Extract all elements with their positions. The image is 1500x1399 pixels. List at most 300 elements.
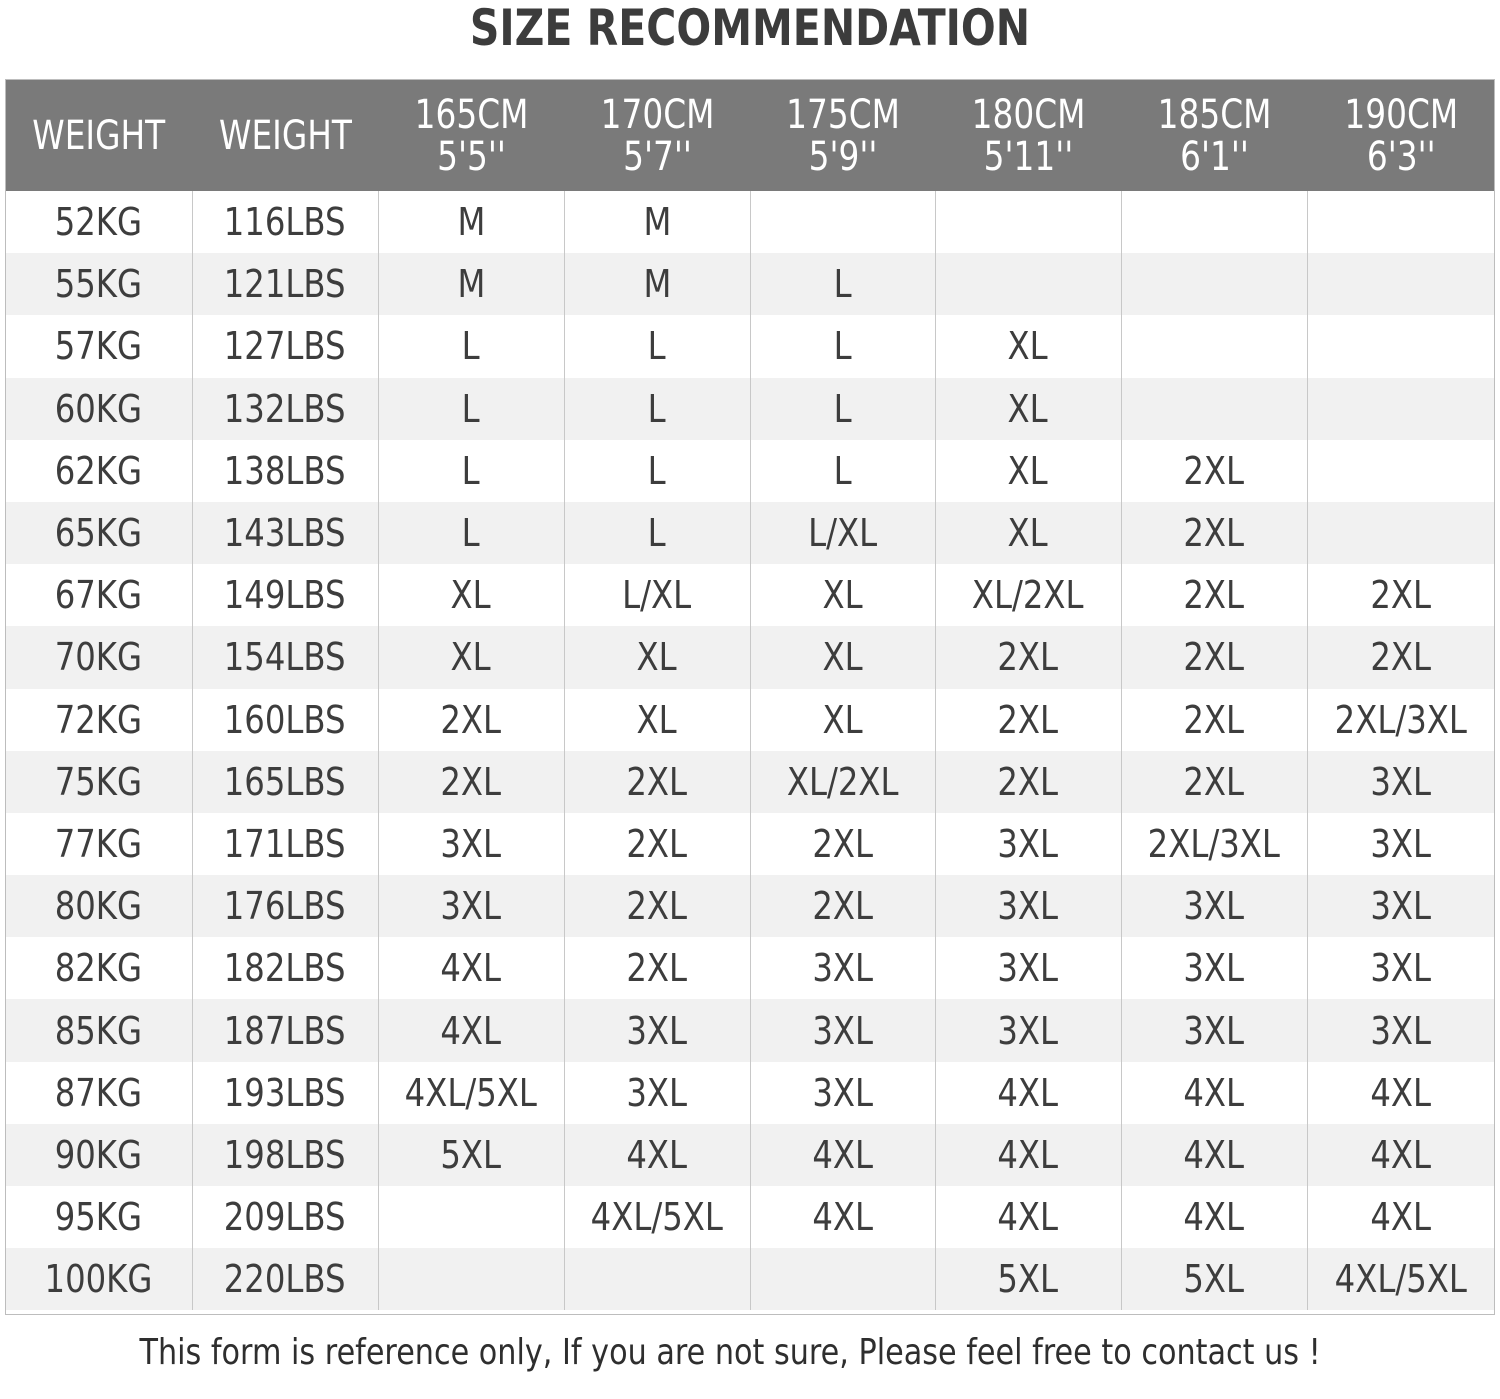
size-cell-text: 3XL <box>440 821 502 866</box>
size-cell <box>1121 1062 1307 1124</box>
size-cell <box>564 689 750 751</box>
size-cell <box>1307 1062 1494 1124</box>
size-cell-text: XL <box>636 697 678 742</box>
size-cell <box>1121 253 1307 315</box>
weight-lbs-cell-text: 176LBS <box>224 884 346 929</box>
weight-lbs-cell <box>192 315 378 377</box>
weight-lbs-cell-text: 193LBS <box>224 1070 346 1115</box>
size-cell <box>1121 813 1307 875</box>
size-cell <box>750 378 935 440</box>
size-cell <box>750 315 935 377</box>
size-cell-text: 3XL <box>1370 884 1432 929</box>
header-height-175: 175CM 5'9'' <box>750 80 935 191</box>
size-cell-text: 3XL <box>1370 821 1432 866</box>
size-cell <box>935 1124 1121 1186</box>
size-cell-text: 2XL <box>1183 573 1245 618</box>
size-cell-text: L <box>647 511 666 556</box>
weight-kg-cell <box>6 1186 192 1248</box>
weight-kg-cell-text: 75KG <box>55 759 143 804</box>
weight-kg-cell-text: 77KG <box>55 821 143 866</box>
size-cell-text: 3XL <box>997 884 1059 929</box>
header-height-185: 185CM 6'1'' <box>1121 80 1307 191</box>
size-cell <box>935 937 1121 999</box>
size-cell-text: 5XL <box>997 1257 1059 1302</box>
size-cell <box>750 689 935 751</box>
size-cell <box>378 1248 564 1310</box>
weight-lbs-cell <box>192 875 378 937</box>
size-cell-text: L <box>833 324 852 369</box>
weight-kg-cell <box>6 440 192 502</box>
size-cell-text: 2XL <box>1183 635 1245 680</box>
weight-kg-cell-text: 67KG <box>55 573 143 618</box>
size-cell <box>564 1248 750 1310</box>
size-cell-text: L <box>833 386 852 431</box>
size-cell-text: 2XL <box>626 884 688 929</box>
weight-kg-cell-text: 80KG <box>55 884 143 929</box>
size-cell <box>935 315 1121 377</box>
size-cell-text: M <box>643 200 671 245</box>
size-cell-text: XL <box>636 635 678 680</box>
size-cell-text: 2XL <box>1183 448 1245 493</box>
weight-lbs-cell-text: 171LBS <box>224 821 346 866</box>
weight-lbs-cell <box>192 440 378 502</box>
size-cell <box>750 626 935 688</box>
size-cell <box>750 191 935 253</box>
size-cell <box>378 315 564 377</box>
size-cell-text: 3XL <box>1370 759 1432 804</box>
size-cell <box>935 751 1121 813</box>
size-cell-text: 3XL <box>1370 1008 1432 1053</box>
table-row <box>6 378 1494 440</box>
size-cell-text: 2XL <box>626 759 688 804</box>
weight-kg-cell <box>6 875 192 937</box>
size-cell <box>378 937 564 999</box>
size-cell <box>1121 378 1307 440</box>
size-cell-text: L <box>461 448 480 493</box>
size-cell <box>935 626 1121 688</box>
weight-kg-cell <box>6 689 192 751</box>
weight-kg-cell-text: 70KG <box>55 635 143 680</box>
header-weight-lbs: WEIGHT <box>192 80 378 191</box>
size-cell-text: 4XL <box>997 1132 1059 1177</box>
weight-kg-cell-text: 87KG <box>55 1070 143 1115</box>
size-cell-text: 4XL <box>440 1008 502 1053</box>
size-cell <box>378 1062 564 1124</box>
weight-lbs-cell-text: 116LBS <box>224 200 346 245</box>
size-cell-text: 3XL <box>997 1008 1059 1053</box>
size-cell-text: 4XL <box>1183 1070 1245 1115</box>
size-cell <box>564 1062 750 1124</box>
size-cell <box>1121 1124 1307 1186</box>
size-cell-text: L <box>461 324 480 369</box>
size-cell <box>378 813 564 875</box>
size-cell <box>750 564 935 626</box>
size-cell-text: 3XL <box>812 946 873 991</box>
size-cell <box>564 626 750 688</box>
size-cell-text: L <box>833 448 852 493</box>
size-cell-text: 5XL <box>1183 1257 1245 1302</box>
size-cell-text: L <box>647 324 666 369</box>
size-cell <box>1121 689 1307 751</box>
size-cell <box>750 999 935 1061</box>
table-row <box>6 999 1494 1061</box>
weight-kg-cell-text: 95KG <box>55 1195 143 1240</box>
size-cell <box>378 440 564 502</box>
weight-lbs-cell-text: 121LBS <box>224 262 346 307</box>
size-cell <box>935 253 1121 315</box>
header-height-190: 190CM 6'3'' <box>1307 80 1494 191</box>
size-cell <box>935 1062 1121 1124</box>
weight-lbs-cell <box>192 937 378 999</box>
size-cell-text: 3XL <box>626 1008 688 1053</box>
size-cell <box>1307 440 1494 502</box>
header-row <box>6 80 1494 191</box>
size-cell-text: 2XL <box>997 759 1059 804</box>
size-cell <box>1307 751 1494 813</box>
weight-kg-cell <box>6 937 192 999</box>
weight-kg-cell-text: 57KG <box>55 324 143 369</box>
size-cell-text: 2XL <box>1370 573 1432 618</box>
weight-lbs-cell <box>192 564 378 626</box>
weight-lbs-cell-text: 198LBS <box>224 1132 346 1177</box>
size-cell-text: XL <box>1007 386 1049 431</box>
size-cell <box>564 378 750 440</box>
size-cell-text: 4XL/5XL <box>404 1070 538 1115</box>
weight-kg-cell-text: 72KG <box>55 697 143 742</box>
size-cell <box>564 937 750 999</box>
weight-lbs-cell <box>192 502 378 564</box>
size-cell <box>1307 253 1494 315</box>
weight-lbs-cell <box>192 999 378 1061</box>
size-cell <box>1307 1186 1494 1248</box>
table-row <box>6 1248 1494 1310</box>
size-cell-text: L <box>461 386 480 431</box>
size-cell <box>1121 502 1307 564</box>
size-cell <box>1121 875 1307 937</box>
size-cell <box>564 564 750 626</box>
size-cell-text: XL <box>1007 511 1049 556</box>
size-table <box>6 80 1494 1310</box>
size-cell <box>564 191 750 253</box>
weight-kg-cell-text: 65KG <box>55 511 143 556</box>
size-cell-text: 2XL/3XL <box>1334 697 1467 742</box>
size-cell-text: 4XL <box>626 1132 688 1177</box>
size-cell <box>750 502 935 564</box>
size-cell-text: 2XL <box>440 697 502 742</box>
size-cell <box>1307 937 1494 999</box>
weight-kg-cell <box>6 1062 192 1124</box>
weight-lbs-cell <box>192 689 378 751</box>
size-cell <box>750 1248 935 1310</box>
size-cell <box>1307 813 1494 875</box>
size-cell <box>750 1124 935 1186</box>
weight-lbs-cell-text: 132LBS <box>224 386 346 431</box>
size-cell <box>935 1186 1121 1248</box>
size-cell-text: 2XL <box>812 884 873 929</box>
weight-lbs-cell-text: 138LBS <box>224 448 346 493</box>
size-cell <box>750 1062 935 1124</box>
size-cell <box>750 440 935 502</box>
header-height-180: 180CM 5'11'' <box>935 80 1121 191</box>
table-row <box>6 315 1494 377</box>
size-cell <box>1121 1186 1307 1248</box>
weight-kg-cell <box>6 1248 192 1310</box>
size-cell <box>1121 191 1307 253</box>
size-cell <box>378 751 564 813</box>
weight-lbs-cell <box>192 253 378 315</box>
size-cell-text: L <box>647 386 666 431</box>
size-cell-text: 3XL <box>997 946 1059 991</box>
weight-kg-cell <box>6 502 192 564</box>
size-cell-text: M <box>643 262 671 307</box>
size-cell-text: 3XL <box>1183 1008 1245 1053</box>
size-cell <box>935 813 1121 875</box>
size-cell <box>1121 440 1307 502</box>
size-cell-text: XL <box>450 635 492 680</box>
size-cell <box>564 253 750 315</box>
size-cell-text: 4XL <box>1183 1132 1245 1177</box>
size-cell <box>935 689 1121 751</box>
size-cell-text: 4XL <box>1183 1195 1245 1240</box>
size-cell-text: XL <box>822 635 863 680</box>
size-cell-text: 3XL <box>1183 884 1245 929</box>
weight-lbs-cell <box>192 626 378 688</box>
size-cell-text: L/XL <box>807 511 878 556</box>
table-header <box>6 80 1494 191</box>
size-cell-text: XL <box>822 697 863 742</box>
size-cell-text: XL <box>450 573 492 618</box>
size-cell-text: 3XL <box>812 1008 873 1053</box>
size-cell-text: 4XL/5XL <box>590 1195 724 1240</box>
weight-lbs-cell <box>192 751 378 813</box>
weight-lbs-cell-text: 187LBS <box>224 1008 346 1053</box>
size-cell <box>1307 315 1494 377</box>
weight-kg-cell-text: 82KG <box>55 946 143 991</box>
size-cell-text: 2XL <box>1370 635 1432 680</box>
table-row <box>6 440 1494 502</box>
size-cell <box>378 999 564 1061</box>
size-cell-text: 3XL <box>997 821 1059 866</box>
table-row <box>6 937 1494 999</box>
size-cell-text: 4XL <box>812 1195 873 1240</box>
weight-kg-cell-text: 85KG <box>55 1008 143 1053</box>
weight-kg-cell-text: 55KG <box>55 262 143 307</box>
size-cell <box>378 1124 564 1186</box>
size-cell <box>378 191 564 253</box>
reference-note-text: This form is reference only, If you are not sure, Please feel free to contact us ! <box>139 1332 1321 1373</box>
size-cell <box>1121 315 1307 377</box>
size-cell-text: L <box>647 448 666 493</box>
header-height-165: 165CM 5'5'' <box>378 80 564 191</box>
size-cell <box>378 875 564 937</box>
size-cell-text: 4XL <box>997 1070 1059 1115</box>
size-cell <box>750 875 935 937</box>
table-row <box>6 689 1494 751</box>
page-title: SIZE RECOMMENDATION <box>469 0 1031 57</box>
weight-kg-cell <box>6 1124 192 1186</box>
size-cell <box>1307 378 1494 440</box>
table-row <box>6 1124 1494 1186</box>
size-cell <box>935 191 1121 253</box>
size-cell-text: 2XL <box>440 759 502 804</box>
size-cell-text: XL <box>1007 324 1049 369</box>
weight-lbs-cell <box>192 813 378 875</box>
table-row <box>6 1186 1494 1248</box>
size-cell <box>378 502 564 564</box>
size-cell <box>935 564 1121 626</box>
table-row <box>6 751 1494 813</box>
size-cell <box>935 875 1121 937</box>
size-cell-text: XL <box>822 573 863 618</box>
size-cell <box>750 253 935 315</box>
weight-kg-cell-text: 100KG <box>44 1257 153 1302</box>
size-cell <box>378 689 564 751</box>
size-cell <box>564 1186 750 1248</box>
size-cell-text: 4XL <box>1370 1070 1432 1115</box>
size-cell <box>1121 751 1307 813</box>
size-cell <box>378 626 564 688</box>
table-row <box>6 502 1494 564</box>
size-cell-text: 4XL <box>997 1195 1059 1240</box>
size-cell <box>564 502 750 564</box>
size-cell-text: L <box>461 511 480 556</box>
weight-lbs-cell <box>192 378 378 440</box>
size-cell-text: XL/2XL <box>786 759 899 804</box>
size-table-container <box>5 79 1495 1315</box>
table-row <box>6 564 1494 626</box>
size-cell-text: 4XL <box>440 946 502 991</box>
weight-kg-cell <box>6 751 192 813</box>
size-cell-text: 3XL <box>1370 946 1432 991</box>
size-cell <box>378 564 564 626</box>
size-cell-text: 2XL <box>812 821 873 866</box>
size-cell-text: 5XL <box>440 1132 502 1177</box>
weight-kg-cell <box>6 315 192 377</box>
size-cell <box>1307 191 1494 253</box>
size-cell <box>378 378 564 440</box>
size-cell <box>564 1124 750 1186</box>
size-cell-text: 2XL <box>1183 511 1245 556</box>
size-cell-text: M <box>457 262 485 307</box>
size-cell-text: 2XL <box>997 697 1059 742</box>
weight-kg-cell <box>6 813 192 875</box>
size-cell <box>564 999 750 1061</box>
size-cell <box>935 999 1121 1061</box>
size-cell <box>1307 875 1494 937</box>
size-cell-text: 2XL <box>997 635 1059 680</box>
weight-lbs-cell <box>192 1248 378 1310</box>
table-row <box>6 1062 1494 1124</box>
size-cell-text: XL <box>1007 448 1049 493</box>
weight-lbs-cell-text: 182LBS <box>224 946 346 991</box>
size-cell-text: 2XL <box>626 946 688 991</box>
table-body <box>6 191 1494 1310</box>
weight-kg-cell <box>6 191 192 253</box>
size-cell-text: 4XL <box>812 1132 873 1177</box>
weight-kg-cell-text: 90KG <box>55 1132 143 1177</box>
size-cell-text: 3XL <box>440 884 502 929</box>
table-row <box>6 813 1494 875</box>
size-cell-text: 2XL <box>1183 759 1245 804</box>
header-weight-kg: WEIGHT <box>6 80 192 191</box>
weight-lbs-cell-text: 220LBS <box>224 1257 346 1302</box>
weight-kg-cell <box>6 999 192 1061</box>
weight-lbs-cell-text: 209LBS <box>224 1195 346 1240</box>
table-row <box>6 626 1494 688</box>
size-cell <box>1307 626 1494 688</box>
weight-kg-cell <box>6 253 192 315</box>
size-cell <box>935 502 1121 564</box>
size-cell <box>1307 564 1494 626</box>
weight-lbs-cell-text: 127LBS <box>224 324 346 369</box>
size-cell <box>750 1186 935 1248</box>
size-cell-text: 2XL <box>1183 697 1245 742</box>
table-row <box>6 191 1494 253</box>
weight-lbs-cell-text: 165LBS <box>224 759 346 804</box>
size-cell <box>1307 999 1494 1061</box>
size-cell <box>564 440 750 502</box>
size-cell-text: 4XL <box>1370 1195 1432 1240</box>
weight-lbs-cell-text: 160LBS <box>224 697 346 742</box>
size-cell-text: 4XL <box>1370 1132 1432 1177</box>
size-cell-text: 2XL/3XL <box>1147 821 1281 866</box>
weight-lbs-cell-text: 149LBS <box>224 573 346 618</box>
table-row <box>6 875 1494 937</box>
size-cell <box>1121 1248 1307 1310</box>
header-height-170: 170CM 5'7'' <box>564 80 750 191</box>
weight-kg-cell <box>6 626 192 688</box>
size-cell <box>750 751 935 813</box>
size-cell <box>1121 999 1307 1061</box>
size-cell <box>1121 937 1307 999</box>
weight-lbs-cell <box>192 1186 378 1248</box>
weight-lbs-cell <box>192 191 378 253</box>
weight-lbs-cell <box>192 1062 378 1124</box>
size-cell <box>378 1186 564 1248</box>
size-cell-text: M <box>457 200 485 245</box>
size-cell <box>935 1248 1121 1310</box>
size-cell <box>378 253 564 315</box>
weight-lbs-cell-text: 143LBS <box>224 511 346 556</box>
size-cell <box>750 937 935 999</box>
table-row <box>6 253 1494 315</box>
size-cell-text: L <box>833 262 852 307</box>
reference-note <box>0 1330 1460 1376</box>
weight-kg-cell-text: 62KG <box>55 448 143 493</box>
size-cell-text: 3XL <box>626 1070 688 1115</box>
weight-kg-cell <box>6 564 192 626</box>
size-cell-text: 2XL <box>626 821 688 866</box>
size-cell <box>935 440 1121 502</box>
size-cell-text: 3XL <box>1183 946 1245 991</box>
size-cell <box>1307 502 1494 564</box>
size-cell <box>564 751 750 813</box>
size-cell-text: XL/2XL <box>972 573 1084 618</box>
weight-lbs-cell-text: 154LBS <box>224 635 346 680</box>
size-cell <box>1307 1124 1494 1186</box>
size-cell <box>1307 1248 1494 1310</box>
weight-kg-cell-text: 60KG <box>55 386 143 431</box>
size-cell <box>564 813 750 875</box>
size-cell <box>564 315 750 377</box>
size-cell <box>1121 564 1307 626</box>
size-cell <box>1121 626 1307 688</box>
size-cell <box>1307 689 1494 751</box>
weight-lbs-cell <box>192 1124 378 1186</box>
size-cell <box>935 378 1121 440</box>
size-cell-text: 4XL/5XL <box>1334 1257 1467 1302</box>
size-cell <box>750 813 935 875</box>
